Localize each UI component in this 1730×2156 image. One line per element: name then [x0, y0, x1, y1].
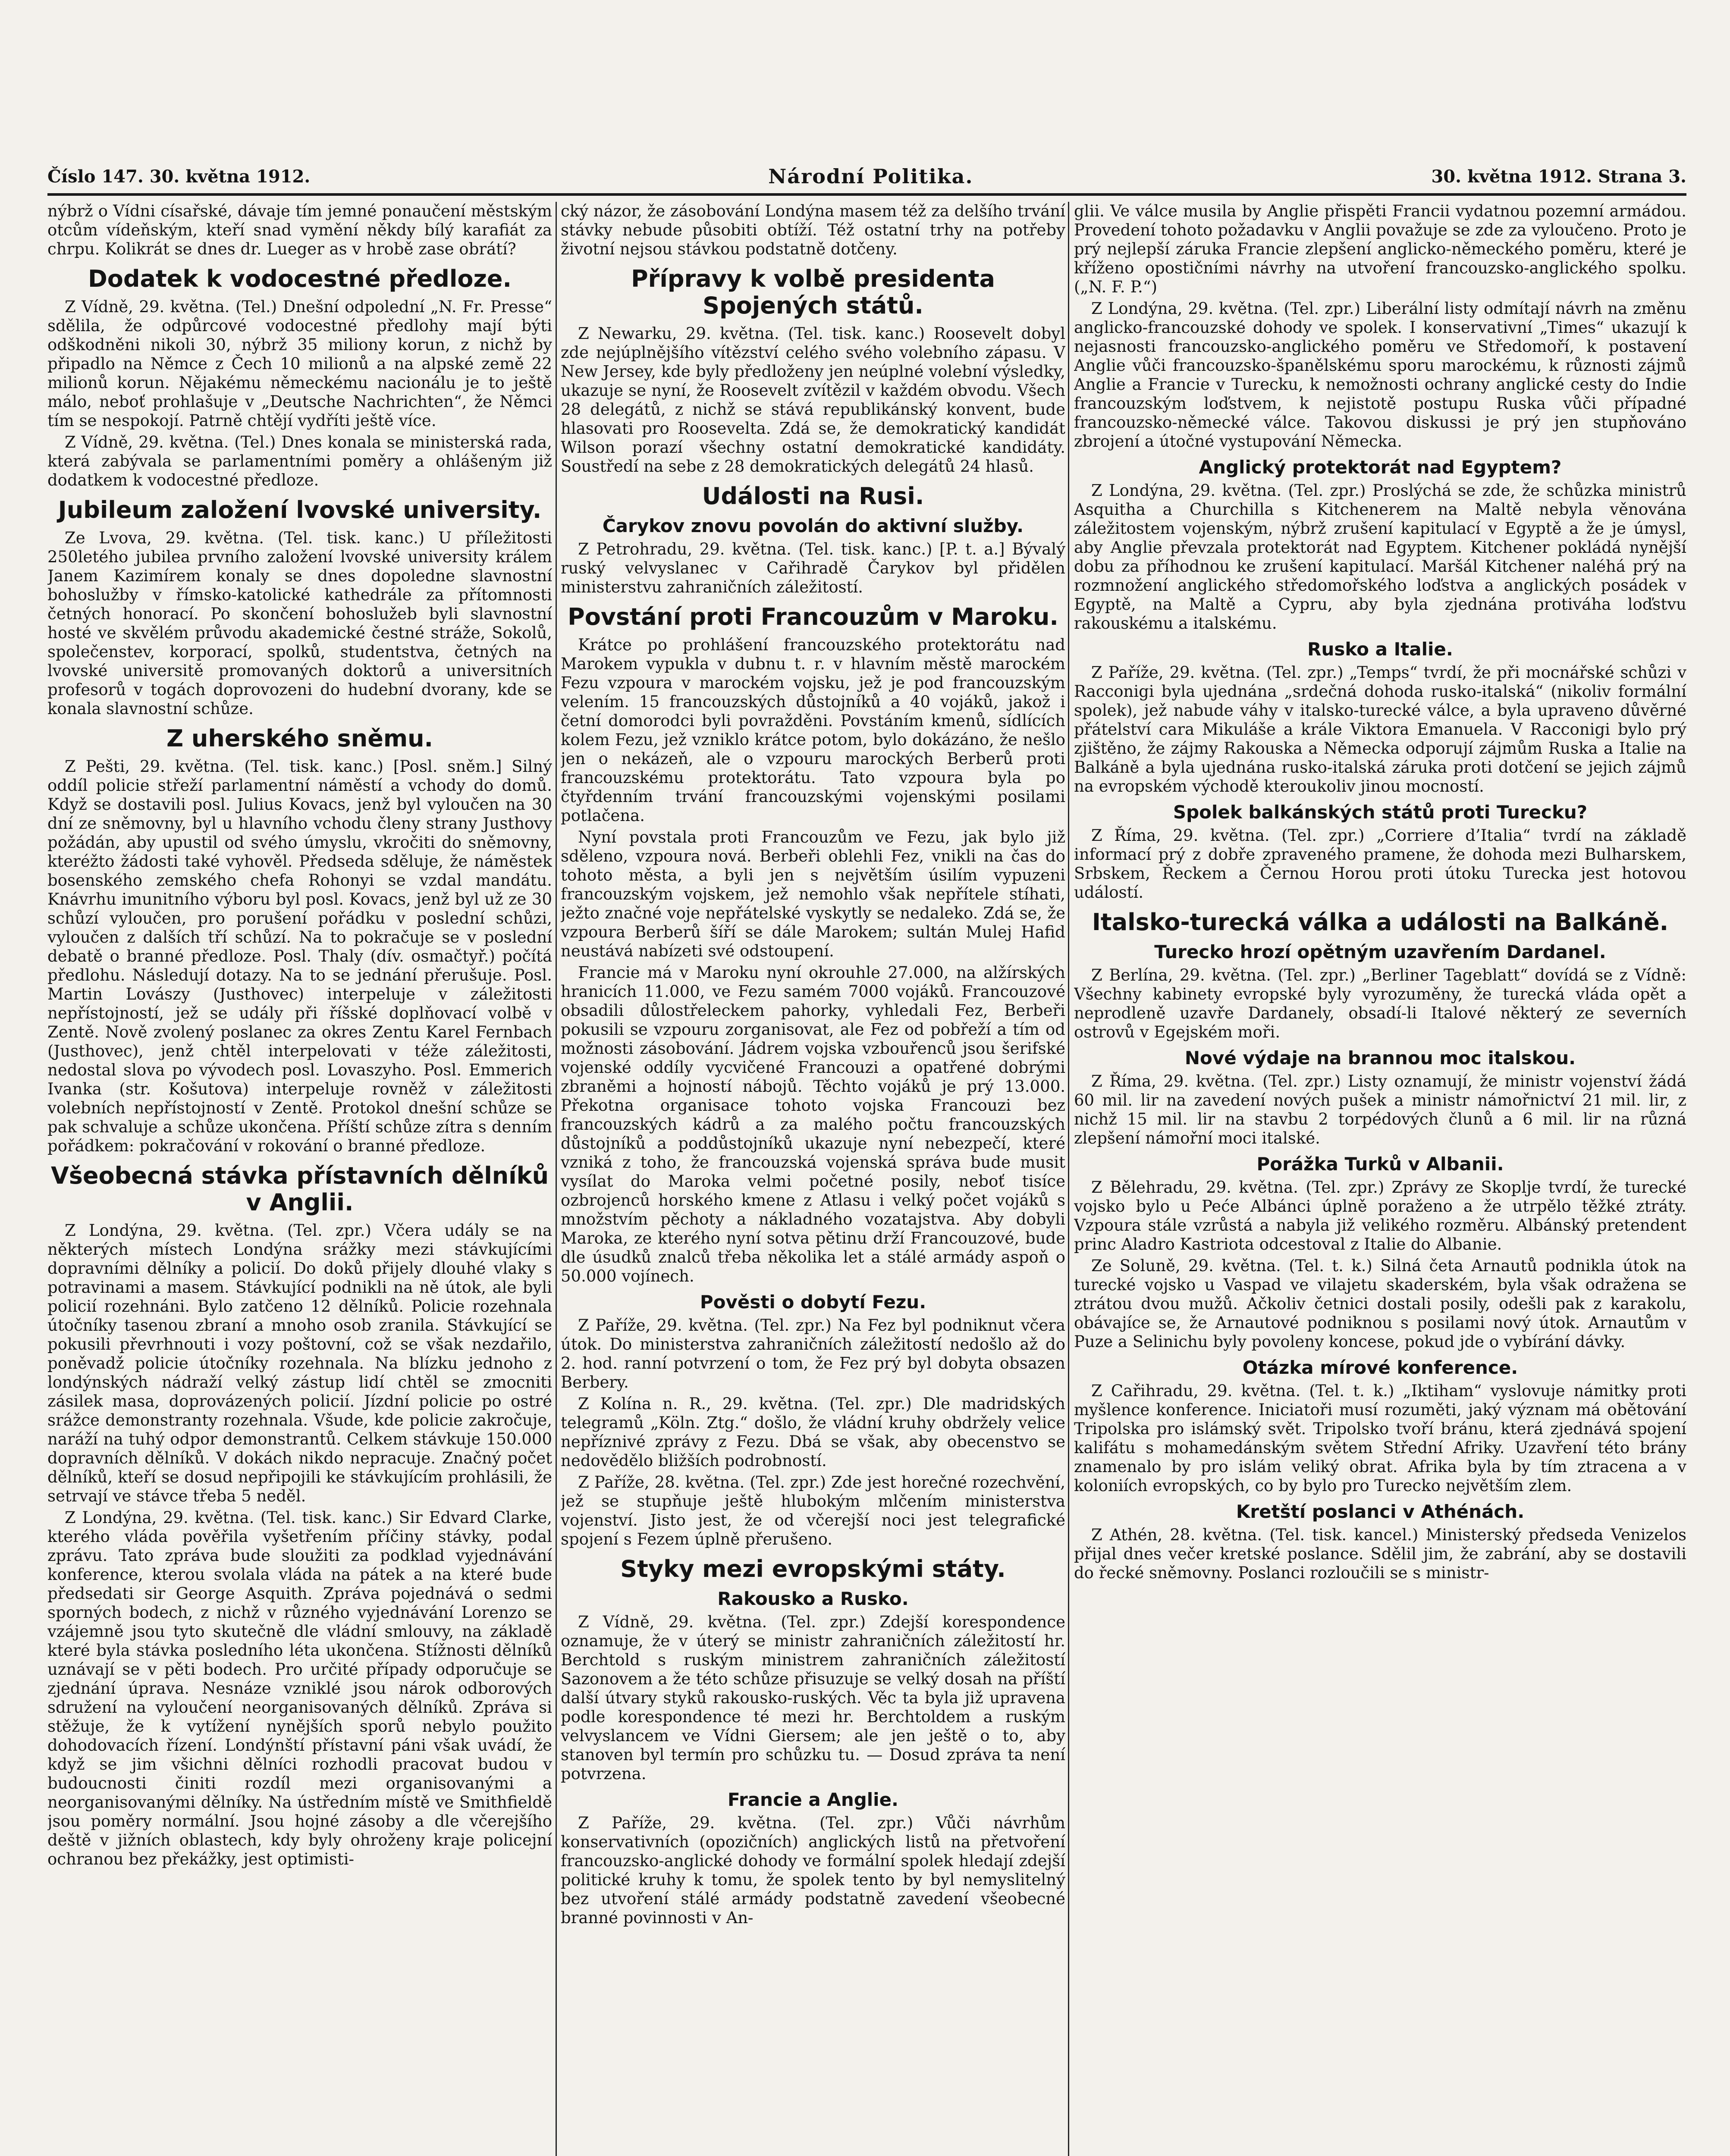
- article-paragraph: Ze Lvova, 29. května. (Tel. tisk. kanc.) U příležitosti 250letého jubilea prvního založení lvovské university králem Janem Kazimírem konaly se dnes dopoledne slavnostní bohoslužby v římsko-katolické kathedrále za přítomnosti četných honorací. Po skončení bohoslužeb byli slavnostní hosté ve skvělém průvodu akademické čestné stráže, Sokolů, společenstev, korporací, spolků, studentstva, četných na lvovské universitě promovaných doktorů a universitních profesorů v togách doprovozeni do hudební dvorany, kde se konala slavnostní schůze.: [47, 529, 552, 718]
- subheadline: Anglický protektorát nad Egyptem?: [1199, 457, 1562, 478]
- article-paragraph: Krátce po prohlášení francouzského protektorátu nad Marokem vypukla v dubnu t. r. v hlavním městě marockém Fezu vzpoura v marockém vojsku, jež je pod francouzským velením. 15 francouzských důstojníků a 40 vojáků, jakož i četní domorodci byli povražděni. Povstáním kmenů, sídlících kolem Fezu, jež vzniklo krátce potom, bylo dokázáno, že nešlo jen o nekázeň, ale o vzpouru marockých Berberů proti francouzskému protektorátu. Tato vzpoura byla po čtyřdenním trvání francouzskými vojenskými posilami potlačena.: [561, 636, 1065, 825]
- column-3: [1074, 202, 1686, 2156]
- article-paragraph: Z Cařihradu, 29. května. (Tel. t. k.) „Iktiham“ vyslovuje námitky proti myšlence konference. Iniciatoři musí rozuměti, jaký význam má obětování Tripolska pro islámský svět. Tripolsko tvoří bránu, která zjednává spojení kalifátu s mohamedánským světem Střední Afriky. Uzavření této brány znamenalo by pro islám veliký obrat. Afrika byla by tím ztracena a v koloniích evropských, co by bylo pro Turecko největším zlem.: [1074, 1382, 1686, 1495]
- header-rule: [47, 193, 1686, 196]
- masthead: Národní Politika.: [768, 165, 973, 188]
- subheadline: Pověsti o dobytí Fezu.: [700, 1291, 926, 1313]
- column-1: [47, 202, 552, 2156]
- column-divider-2: [1068, 202, 1069, 2156]
- section-headline: Přípravy k volbě presidenta Spojených států.: [631, 265, 995, 319]
- article-paragraph: Z Říma, 29. května. (Tel. zpr.) Listy oznamují, že ministr vojenství žádá 60 mil. lir na zavedení nových pušek a ministr námořnictví 21 mil. lir, z nichž 15 mil. lir na stavbu 2 torpédových člunů a 6 mil. lir na různá zlepšení námořní moci italské.: [1074, 1072, 1686, 1147]
- section-headline: Z uherského sněmu.: [166, 725, 433, 752]
- article-paragraph: Z Londýna, 29. května. (Tel. zpr.) Proslýchá se zde, že schůzka ministrů Asquitha a Churchilla s Kitchenerem na Maltě nebyla věnována záležitostem vojenským, nýbrž zrušení kapitulací v Egyptě a že je úmysl, aby Anglie převzala protektorát nad Egyptem. Kitchener pokládá nynější dobu za příhodnou ke zrušení kapitulací. Maršál Kitchener naléhá prý na rozmnožení anglického středomořského loďstva a anglických posádek v Egyptě, na Maltě a Cypru, aby byla zjednána protiváha loďstvu rakouskému a italskému.: [1074, 481, 1686, 633]
- article-paragraph: Z Říma, 29. května. (Tel. zpr.) „Corriere d’Italia“ tvrdí na základě informací prý z dobře zpraveného pramene, že dohoda mezi Bulharskem, Srbskem, Řeckem a Černou Horou proti útoku Turecka jest hotovou událostí.: [1074, 826, 1686, 902]
- article-paragraph: Z Paříže, 29. května. (Tel. zpr.) Na Fez byl podniknut včera útok. Do ministerstva zahraničních záležitostí nedošlo až do 2. hod. ranní potvrzení o tom, že Fez prý byl dobyta obsazen Berbery.: [561, 1316, 1065, 1391]
- article-paragraph: Nyní povstala proti Francouzům ve Fezu, jak bylo již sděleno, vzpoura nová. Berbeři oblehli Fez, vnikli na čas do tohoto města, a byli jen s největším úsilím vypuzeni francouzským vojskem, jež nemohlo však nepřítele stíhati, ježto značné voje nepřátelské vyskytly se nedaleko. Zdá se, že vzpoura Berberů šíří se dále Marokem; sultán Mulej Hafid neustává nabízeti své odstoupení.: [561, 828, 1065, 960]
- article-paragraph: glii. Ve válce musila by Anglie přispěti Francii vydatnou pozemní armádou. Provedení tohoto požadavku v Anglii považuje se zde za vyloučeno. Proto je prý nejlepší záruka Francie zlepšení anglicko-německého poměru, které je kříženo opostičními návrhy na utvoření francouzsko-anglického spolku. („N. F. P.“): [1074, 202, 1686, 296]
- article-paragraph: Z Newarku, 29. května. (Tel. tisk. kanc.) Roosevelt dobyl zde nejúplnějšího vítězství celého svého volebního zápasu. V New Jersey, kde byly předloženy jen neúplné volební výsledky, ukazuje se nyní, že Roosevelt zvítězil v každém obvodu. Všech 28 delegátů, z nichž se stává republikánský konvent, bude hlasovati pro Roosevelta. Zdá se, že demokratický kandidát Wilson porazí všechny ostatní demokratické kandidáty. Soustředí na sebe z 28 demokratických delegátů 24 hlasů.: [561, 324, 1065, 476]
- section-headline: Události na Rusi.: [702, 483, 924, 510]
- article-paragraph: Z Athén, 28. května. (Tel. tisk. kancel.) Ministerský předseda Venizelos přijal dnes večer kretské poslance. Sdělil jim, že zabrání, aby se dostavili do řecké sněmovny. Poslanci rozloučili se s ministr-: [1074, 1526, 1686, 1582]
- article-paragraph: nýbrž o Vídni císařské, dávaje tím jemné ponaučení městským otcům vídeňským, kteří snad vymění někdy bílý karafiát za chrpu. Kolikrát se dnes dr. Lueger as v hrobě zase obrátí?: [47, 202, 552, 258]
- article-paragraph: Z Bělehradu, 29. května. (Tel. zpr.) Zprávy ze Skoplje tvrdí, že turecké vojsko bylo u Peće Albánci úplně poraženo a že utrpělo těžké ztráty. Vzpoura stále vzrůstá a nabyla již velikého rozměru. Albánský pretendent princ Aladro Kastriota odcestoval z Italie do Albanie.: [1074, 1178, 1686, 1253]
- subheadline: Čarykov znovu povolán do aktivní služby.: [602, 515, 1024, 536]
- article-paragraph: Z Vídně, 29. května. (Tel.) Dnešní odpolední „N. Fr. Presse“ sdělila, že odpůrcové vodocestné předlohy mají býti odškodněni nikoli 30, nýbrž 35 miliony korun, z nichž by připadlo na Němce z Čech 10 milionů a na alpské země 22 milionů korun. Nějakému německému nacionálu je to ještě málo, neboť prohlašuje v „Deutsche Nachrichten“, že Němci tím se nespokojí. Patrně chtějí vydříti ještě více.: [47, 298, 552, 430]
- subheadline: Porážka Turků v Albanii.: [1256, 1153, 1504, 1175]
- article-paragraph: Ze Soluně, 29. května. (Tel. t. k.) Silná četa Arnautů podnikla útok na turecké vojsko u Vaspad ve vilajetu skaderském, byla však odražena se ztrátou dvou mužů. Ačkoliv četnici dostali posily, odešli pak z karakolu, obávajíce se, že Arnautové podniknou s posilami nový útok. Arnautům v Puze a Selinichu byly povoleny koncese, pokud jde o vybírání dávky.: [1074, 1257, 1686, 1351]
- page-header: [47, 161, 1686, 191]
- article-paragraph: Z Vídně, 29. května. (Tel. zpr.) Zdejší korespondence oznamuje, že v úterý se ministr zahraničních záležitostí hr. Berchtold s ruským ministrem zahraničních záležitostí Sazonovem a že této schůze přisuzuje se velký dosah na příští další útvary styků rakousko-ruských. Věc ta byla již upravena podle korespondence té mezi hr. Berchtoldem a ruským velvyslancem ve Vídni Giersem; ale jen ještě o to, aby stanoven byl termín pro schůzku tu. — Dosud zpráva ta není potvrzena.: [561, 1613, 1065, 1783]
- article-paragraph: Z Londýna, 29. května. (Tel. zpr.) Včera udály se na některých místech Londýna srážky mezi stávkujícími dopravními dělníky a policií. Do doků přijely dlouhé vlaky s potravinami a masem. Stávkující podnikli na ně útok, ale byli policií rozehnáni. Bylo zatčeno 12 dělníků. Policie rozehnala útočníky tasenou zbraní a mnoho osob zranila. Stávkující se pokusili převrhnouti i vozy poštovní, což se však nezdařilo, poněvadž policie útočníky rozehnala. Na blízku jednoho z londýnských nádraží velký zástup lidí chtěl se zmocniti zásilek masa, doprovázených policií. Jízdní policie po ostré srážce demonstranty rozehnala. Všude, kde policie zakročuje, naráží na tuhý odpor demonstrantů. Celkem stávkuje 150.000 dopravních dělníků. V dokách nikdo nepracuje. Značný počet dělníků, kteří se dosud nepřipojili ke stávkujícím prohlásili, že setrvají ve stávce třeba 5 neděl.: [47, 1221, 552, 1505]
- article-paragraph: Z Kolína n. R., 29. května. (Tel. zpr.) Dle madridských telegramů „Köln. Ztg.“ došlo, že vládní kruhy obdržely velice nepříznivé zprávy z Fezu. Dbá se však, aby obecenstvo se nedovědělo bližších podrobností.: [561, 1395, 1065, 1470]
- section-headline: Dodatek k vodocestné předloze.: [88, 265, 512, 292]
- section-headline: Jubileum založení lvovské university.: [58, 496, 542, 523]
- subheadline: Spolek balkánských států proti Turecku?: [1173, 802, 1588, 823]
- column-divider-1: [556, 202, 557, 2156]
- article-paragraph: Z Paříže, 29. května. (Tel. zpr.) „Temps“ tvrdí, že při mocnářské schůzi v Racconigi byla ujednána „srdečná dohoda rusko-italská“ (nikoliv formální spolek), jež nabude váhy v italsko-turecké válce, a byla upraveno důvěrné přátelství cara Mikuláše a krále Viktora Emanuela. V Racconigi bylo prý zjištěno, že zájmy Rakouska a Německa odporují zájmům Ruska a Italie na Balkáně a byla ujednána rusko-italská záruka proti dotčení se jejich zájmů na evropském východě kteroukoliv jinou mocností.: [1074, 663, 1686, 796]
- subheadline: Francie a Anglie.: [727, 1789, 899, 1810]
- article-paragraph: Francie má v Maroku nyní okrouhle 27.000, na alžírských hranicích 11.000, ve Fezu samém 7000 vojáků. Francouzové obsadili důlostřeleckem pahorky, vyhledali Fez, Berbeři pokusili se vzpouru zorganisovat, ale Fez od pobřeží a tím od možnosti zásobování. Jádrem vojska vzbouřenců jsou šerifské vojenské oddíly vycvičené Francouzi a opatřené dobrými zbraněmi a hojností nábojů. Těchto vojáků je prý 13.000. Překotna organisace tohoto vojska Francouzi bez francouzských kádrů a za malého počtu francouzských důstojníků a poddůstojníků ukazuje nyní nebezpečí, které vzniká z toho, že francouzská vojenská správa bude musit vysílat do Maroka velmi početné posily, neboť tisíce ozbrojenců horského kmene z Atlasu i velký počet vojáků s množstvím pěchoty a nákladného vozatajstva. Aby dobyli Maroka, ze kterého nyní sotva pětinu drží Francouzové, bude dle úsudků znalců třeba několika let a stálé armády aspoň o 50.000 vojínech.: [561, 963, 1065, 1285]
- subheadline: Kretští poslanci v Athénách.: [1236, 1501, 1525, 1522]
- subheadline: Turecko hrozí opětným uzavřením Dardanel.: [1154, 941, 1606, 962]
- article-paragraph: Z Petrohradu, 29. května. (Tel. tisk. kanc.) [P. t. a.] Bývalý ruský velvyslanec v Cařihradě Čarykov byl přidělen ministerstvu zahraničních záležitostí.: [561, 540, 1065, 596]
- article-paragraph: Z Londýna, 29. května. (Tel. tisk. kanc.) Sir Edvard Clarke, kterého vláda pověřila vyšetřením příčiny stávky, podal zprávu. Tato zpráva bude sloužiti za podklad vyjednávání konference, kterou svolala vláda na pátek a na které bude předsedati sir George Asquith. Zpráva pojednává o sedmi sporných bodech, z nichž v různého vyjednávání Lorenzo se vzájemně jsou tyto skutečně dle vládní smlouvy, na základě které byla stávka posledního léta ukončena. Stížnosti dělníků uznávají se v pěti bodech. Pro určité případy odporučuje se zjednání úprava. Nesnáze vzniklé jsou nárok odborových sdružení na vyloučení neorganisovaných dělníků. Zpráva si stěžuje, že k vytížení nynějších sporů nebylo použito dohodovacích řízení. Londýnští přístavní páni však uvádí, že když se jim všichni dělníci rozhodli pracovat budou v budoucnosti činiti rozdíl mezi organisovanými a neorganisovanými dělníky. Na ústředním místě ve Smithfieldě jsou poměry normální. Jsou hojné zásoby a dle včerejšího deště v jižních oblastech, kdy byly ohroženy kraje policejní ochranou bez překážky, jest optimisti-: [47, 1508, 552, 1868]
- issue-info: Číslo 147. 30. května 1912.: [47, 166, 311, 187]
- section-headline: Styky mezi evropskými státy.: [620, 1555, 1006, 1583]
- article-paragraph: Z Berlína, 29. května. (Tel. zpr.) „Berliner Tageblatt“ dovídá se z Vídně: Všechny kabinety evropské byly vyrozuměny, že turecká vláda opět a neprodleně uzavře Dardanely, obsadí-li Italové některý ze severních ostrovů v Egejském moři.: [1074, 966, 1686, 1041]
- subheadline: Nové výdaje na brannou moc italskou.: [1184, 1047, 1576, 1069]
- section-headline: Všeobecná stávka přístavních dělníků v Anglii.: [50, 1162, 549, 1216]
- subheadline: Rakousko a Rusko.: [717, 1588, 909, 1609]
- article-paragraph: Z Vídně, 29. května. (Tel.) Dnes konala se ministerská rada, která zabývala se parlamentními poměry a ohlášeným již dodatkem k vodocestné předloze.: [47, 433, 552, 489]
- column-2: [561, 202, 1065, 2156]
- page-info: 30. května 1912. Strana 3.: [1431, 166, 1686, 187]
- article-paragraph: Z Paříže, 28. května. (Tel. zpr.) Zde jest horečné rozechvění, jež se stupňuje ještě hlubokým mlčením ministerstva vojenství. Jisto jest, že od včerejší noci jest telegrafické spojení s Fezem úplně přerušeno.: [561, 1473, 1065, 1548]
- section-headline: Italsko-turecká válka a události na Balkáně.: [1092, 909, 1669, 936]
- article-paragraph: cký názor, že zásobování Londýna masem též za delšího trvání stávky nebude působiti obtíží. Též ostatní trhy na potřeby životní nejsou stávkou podstatně dotčeny.: [561, 202, 1065, 258]
- subheadline: Rusko a Italie.: [1307, 639, 1453, 660]
- article-paragraph: Z Londýna, 29. května. (Tel. zpr.) Liberální listy odmítají návrh na změnu anglicko-francouzské dohody ve spolek. I konservativní „Times“ ukazují k nejasnosti francouzsko-anglického poměru ve Středomoří, k postavení Anglie vůči francouzsko-španělskému sporu marockému, k různosti zájmů Anglie a Francie v Turecku, k nemožnosti ochrany anglické cesty do Indie francouzským loďstvem, k nejistotě postupu Ruska vůči případné francouzsko-německé válce. Takovou diskussi je prý jen stupňováno zbrojení a útočné vystupování Německa.: [1074, 299, 1686, 451]
- article-paragraph: Z Paříže, 29. května. (Tel. zpr.) Vůči návrhům konservativních (opozičních) anglických listů na přetvoření francouzsko-anglické dohody ve formální spolek hledají zdejší politické kruhy k tomu, že spolek tento by byl nemyslitelný bez utvoření stálé armády podstatně zavedení všeobecné branné povinnosti v An-: [561, 1814, 1065, 1927]
- section-headline: Povstání proti Francouzům v Maroku.: [568, 603, 1058, 630]
- subheadline: Otázka mírové konference.: [1242, 1357, 1518, 1378]
- article-paragraph: Z Pešti, 29. května. (Tel. tisk. kanc.) [Posl. sněm.] Silný oddíl policie střeží parlamentní náměstí a vchody do domů. Když se dostavili posl. Julius Kovacs, jenž byl vyloučen na 30 dní ze sněmovny, byl u hlavního vchodu členy strany Justhovy požádán, aby upustil od svého úmyslu, vkročiti do sněmovny, kteréžto žádosti také vyhověl. Předseda sděluje, že náměstek bosenského zemského chefa Rohonyi se vzdal mandátu. Knávrhu imunitního výboru byl posl. Kovacs, jenž byl už ze 30 schůzí vyloučen, pro porušení pořádku v poslední schůzi, vyloučen z dalších tří schůzí. Na to pokračuje se v poslední debatě o branné předloze. Posl. Thaly (dív. osmačtyř.) počítá předlohu. Následují dotazy. Na to se jednání přerušuje. Posl. Martin Lovászy (Justhovec) interpeluje v záležitosti nepřístojností, jež se udály při říšské doplňovací volbě v Zentě. Nově zvolený poslanec za okres Zentu Karel Fernbach (Justhovec), jenž chtěl interpelovati v téže záležitosti, nedostal slova po vývodech posl. Lovaszyho. Posl. Emmerich Ivanka (str. Košutova) interpeluje rovněž v záležitosti volebních nepřístojností v Zentě. Protokol dnešní schůze se pak schvaluje a schůze ukončena. Příští schůze zítra s denním pořádkem: pokračování v rokování o branné předloze.: [47, 757, 552, 1155]
